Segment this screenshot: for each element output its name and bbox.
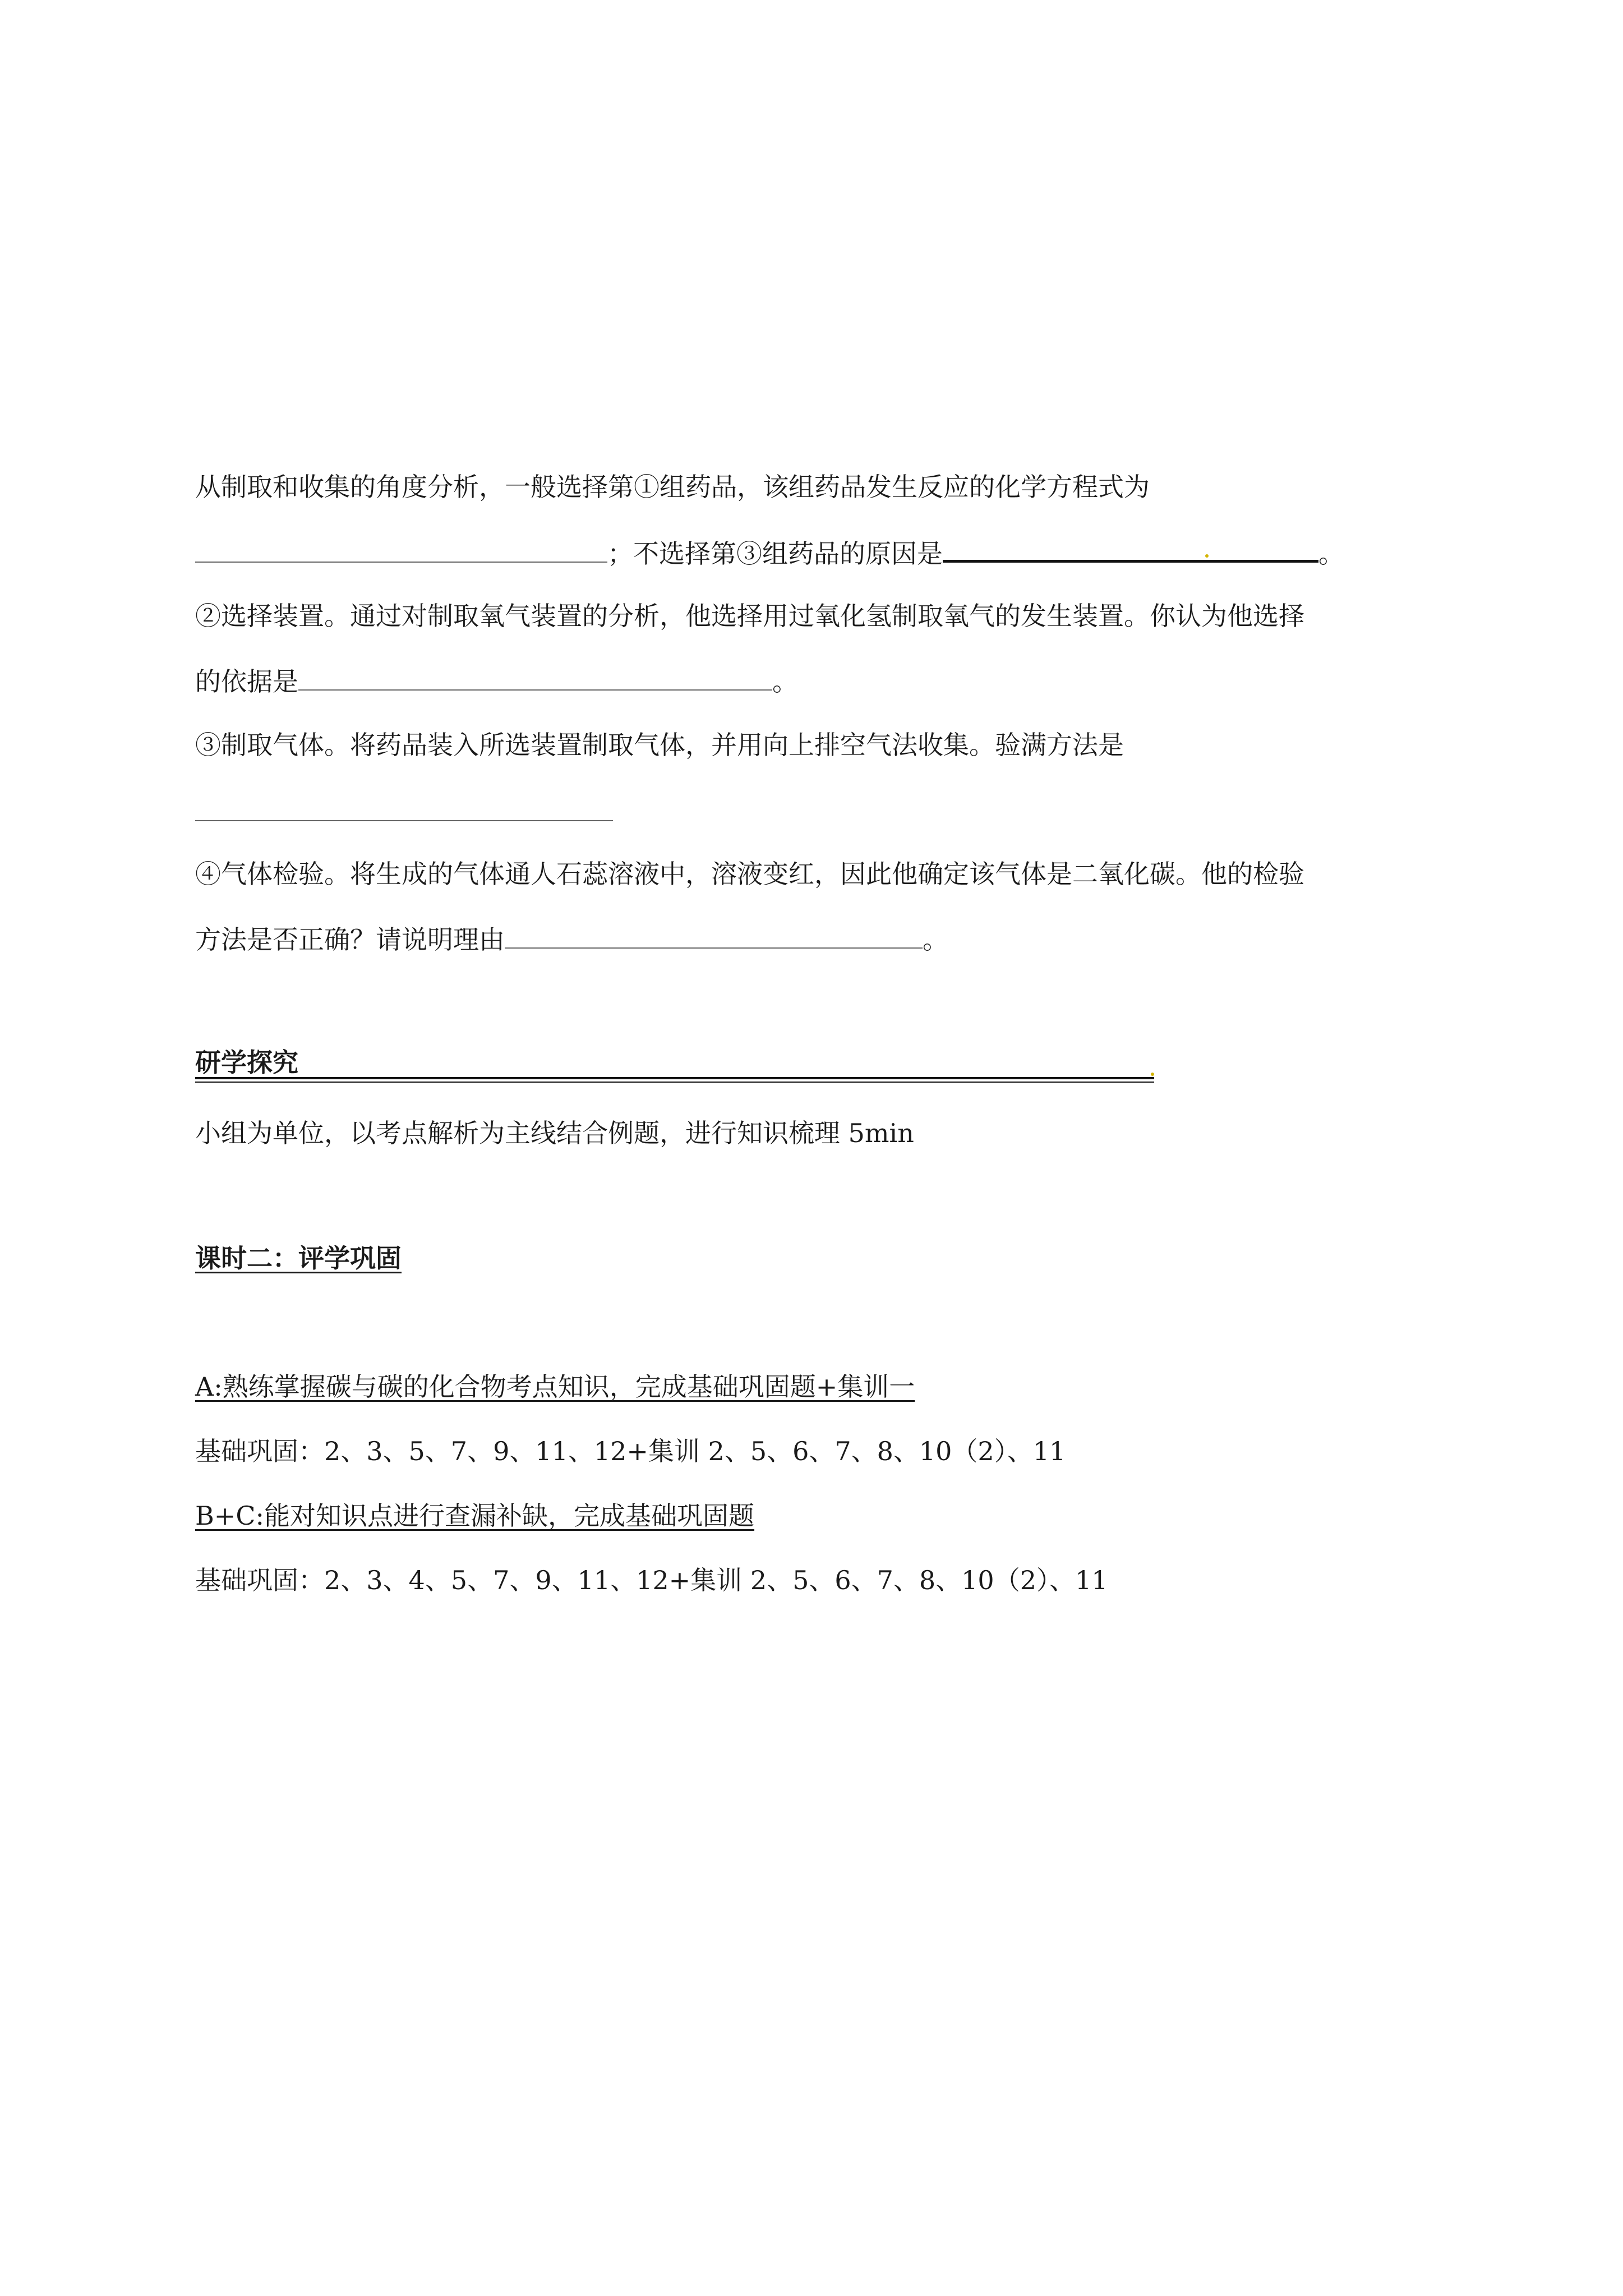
paragraph-analysis: 从制取和收集的角度分析，一般选择第①组药品，该组药品发生反应的化学方程式为 [195,472,1150,502]
answer-blank-explain[interactable] [505,922,923,949]
list-level-bc-items: 基础巩固：2、3、4、5、7、9、11、12+集训 2、5、6、7、8、10（2）、11 [195,1565,1108,1595]
paragraph-method-correct: 方法是否正确？请说明理由 。 [195,922,948,956]
paragraph-gas-test: ④气体检验。将生成的气体通人石蕊溶液中，溶液变红，因此他确定该气体是二氧化碳。他的检验 [195,859,1304,889]
section-title-lesson-two: 课时二：评学巩固 [195,1243,402,1273]
heading-level-bc: B+C:能对知识点进行查漏补缺，完成基础巩固题 [195,1501,755,1531]
paragraph-group-study: 小组为单位，以考点解析为主线结合例题，进行知识梳理 5min [195,1118,914,1148]
section-title-research: 研学探究 [195,1047,298,1078]
list-level-a-items: 基础巩固：2、3、5、7、9、11、12+集训 2、5、6、7、8、10（2）、11 [195,1436,1066,1466]
paragraph-equation-blank: ；不选择第③组药品的原因是 。 [195,534,1344,570]
rule-marker-dot [1151,1073,1154,1076]
paragraph-select-device: ②选择装置。通过对制取氧气装置的分析，他选择用过氧化氢制取氧气的发生装置。你认为他选择 [195,601,1304,631]
answer-blank-basis[interactable] [298,664,772,691]
answer-blank-equation[interactable] [195,536,607,563]
answer-blank-reason[interactable] [943,534,1318,563]
paragraph-basis: 的依据是 。 [195,664,798,698]
paragraph-produce-gas: ③制取气体。将药品装入所选装置制取气体，并用向上排空气法收集。验满方法是 [195,730,1124,760]
heading-level-a: A:熟练掌握碳与碳的化合物考点知识，完成基础巩固题+集训一 [195,1372,915,1402]
section-title-rule [195,1077,1154,1083]
answer-blank-fill-method[interactable] [195,820,613,821]
